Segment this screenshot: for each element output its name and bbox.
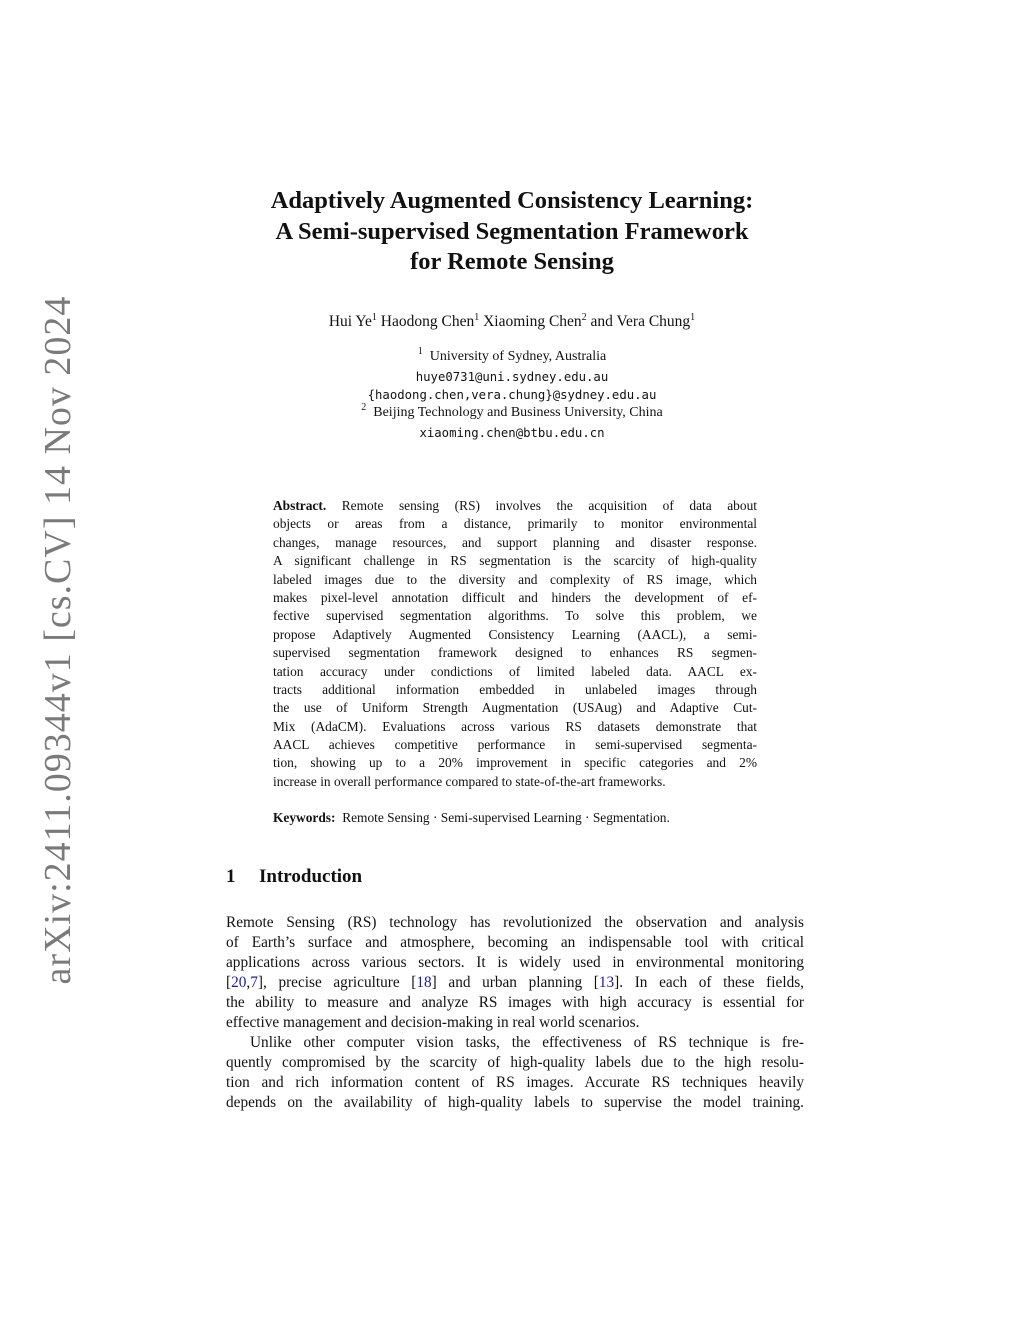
abstract-line: objects or areas from a distance, primarily to monitor environmental	[273, 516, 757, 532]
body-line: Unlike other computer vision tasks, the effectiveness of RS technique is fre-	[250, 1034, 804, 1051]
abstract-line: supervised segmentation framework designed to enhances RS segmen-	[273, 645, 757, 661]
section-title: Introduction	[259, 866, 363, 887]
keywords-text: Remote Sensing · Semi-supervised Learning · Segmentation.	[342, 810, 670, 825]
intro-paragraph-1	[226, 913, 804, 1033]
citation-link[interactable]: 20	[231, 974, 247, 991]
author-affiliation-mark: 1	[371, 312, 377, 323]
abstract-line: Mix (AdaCM). Evaluations across various RS datasets demonstrate that	[273, 718, 757, 734]
body-line: of Earth’s surface and atmosphere, becoming an indispensable tool with critical	[226, 934, 804, 951]
abstract-line: AACL achieves competitive performance in semi-supervised segmenta-	[273, 737, 757, 753]
body-line: quently compromised by the scarcity of high-quality labels due to the high resolu-	[226, 1054, 804, 1071]
body-line: depends on the availability of high-quality labels to supervise the model training.	[226, 1094, 804, 1111]
author-conjunction: and	[590, 313, 613, 330]
body-line: Remote Sensing (RS) technology has revolutionized the observation and analysis	[226, 914, 804, 931]
paper-title	[0, 186, 1024, 278]
body-line: effective management and decision-making in real world scenarios.	[226, 1014, 640, 1031]
arxiv-identifier-stamp: arXiv:2411.09344v1 [cs.CV] 14 Nov 2024	[37, 295, 79, 985]
affiliation-mark: 1	[417, 346, 423, 357]
abstract-line: labeled images due to the diversity and complexity of RS image, which	[273, 571, 757, 587]
abstract-line: increase in overall performance compared to state-of-the-art frameworks.	[273, 773, 666, 789]
body-line	[226, 973, 804, 993]
body-line: the ability to measure and analyze RS images with high accuracy is essential for	[226, 994, 804, 1011]
author-name: Xiaoming Chen	[483, 313, 582, 330]
author-list	[0, 313, 1024, 331]
intro-paragraph-2	[226, 1033, 804, 1113]
citation-link[interactable]: 7	[250, 974, 258, 991]
body-text: ], precise agriculture [	[257, 974, 417, 991]
citation-link[interactable]: 18	[416, 974, 432, 991]
keywords-label: Keywords:	[273, 810, 336, 825]
title-line: Adaptively Augmented Consistency Learning:	[270, 187, 754, 214]
abstract-line: the use of Uniform Strength Augmentation (USAug) and Adaptive Cut-	[273, 700, 757, 716]
abstract-line: tracts additional information embedded in unlabeled images through	[273, 681, 757, 697]
body-line: tion and rich information content of RS images. Accurate RS techniques heavily	[226, 1074, 804, 1091]
body-text: ] and urban planning [	[431, 974, 599, 991]
abstract-line: A significant challenge in RS segmentation is the scarcity of high-quality	[273, 553, 757, 569]
keywords-line	[273, 810, 757, 826]
bracket: [	[226, 974, 232, 991]
abstract-text: Remote sensing (RS) involves the acquisition of data about	[341, 498, 757, 513]
author-name: Hui Ye	[328, 313, 372, 330]
abstract-line: tation accuracy under condictions of limited labeled data. AACL ex-	[273, 663, 757, 679]
abstract-line: tion, showing up to a 20% improvement in specific categories and 2%	[273, 755, 757, 771]
author-email: huye0731@uni.sydney.edu.au	[415, 370, 609, 384]
body-line: applications across various sectors. It is widely used in environmental monitoring	[226, 954, 804, 971]
author-affiliation-mark: 2	[581, 312, 587, 323]
author-name: Haodong Chen	[380, 313, 475, 330]
abstract-block	[273, 497, 757, 791]
title-line: for Remote Sensing	[410, 248, 614, 275]
body-text: ]. In each of these fields,	[614, 974, 804, 991]
comma: ,	[246, 974, 251, 991]
author-email: xiaoming.chen@btbu.edu.cn	[419, 426, 605, 440]
abstract-line: makes pixel-level annotation difficult and hinders the development of ef-	[273, 589, 757, 605]
section-heading	[226, 866, 362, 888]
abstract-line: fective supervised segmentation algorithms. To solve this problem, we	[273, 608, 757, 624]
author-affiliation-mark: 1	[474, 312, 480, 323]
section-number: 1	[226, 866, 236, 887]
abstract-line: changes, manage resources, and support planning and disaster response.	[273, 534, 757, 550]
affiliation-mark: 2	[361, 402, 367, 413]
author-affiliation-mark: 1	[690, 312, 696, 323]
abstract-line	[273, 497, 757, 515]
author-email: {haodong.chen,vera.chung}@sydney.edu.au	[367, 388, 657, 402]
title-line: A Semi-supervised Segmentation Framework	[275, 217, 749, 245]
affiliation-line	[0, 346, 1024, 365]
affiliation-line	[0, 402, 1024, 421]
author-name: Vera Chung	[616, 313, 691, 330]
affiliation-name: Beijing Technology and Business University, China	[373, 405, 663, 420]
abstract-line: propose Adaptively Augmented Consistency Learning (AACL), a semi-	[273, 626, 757, 642]
affiliation-name: University of Sydney, Australia	[429, 349, 607, 364]
citation-link[interactable]: 13	[598, 974, 615, 991]
abstract-label: Abstract.	[273, 498, 327, 513]
